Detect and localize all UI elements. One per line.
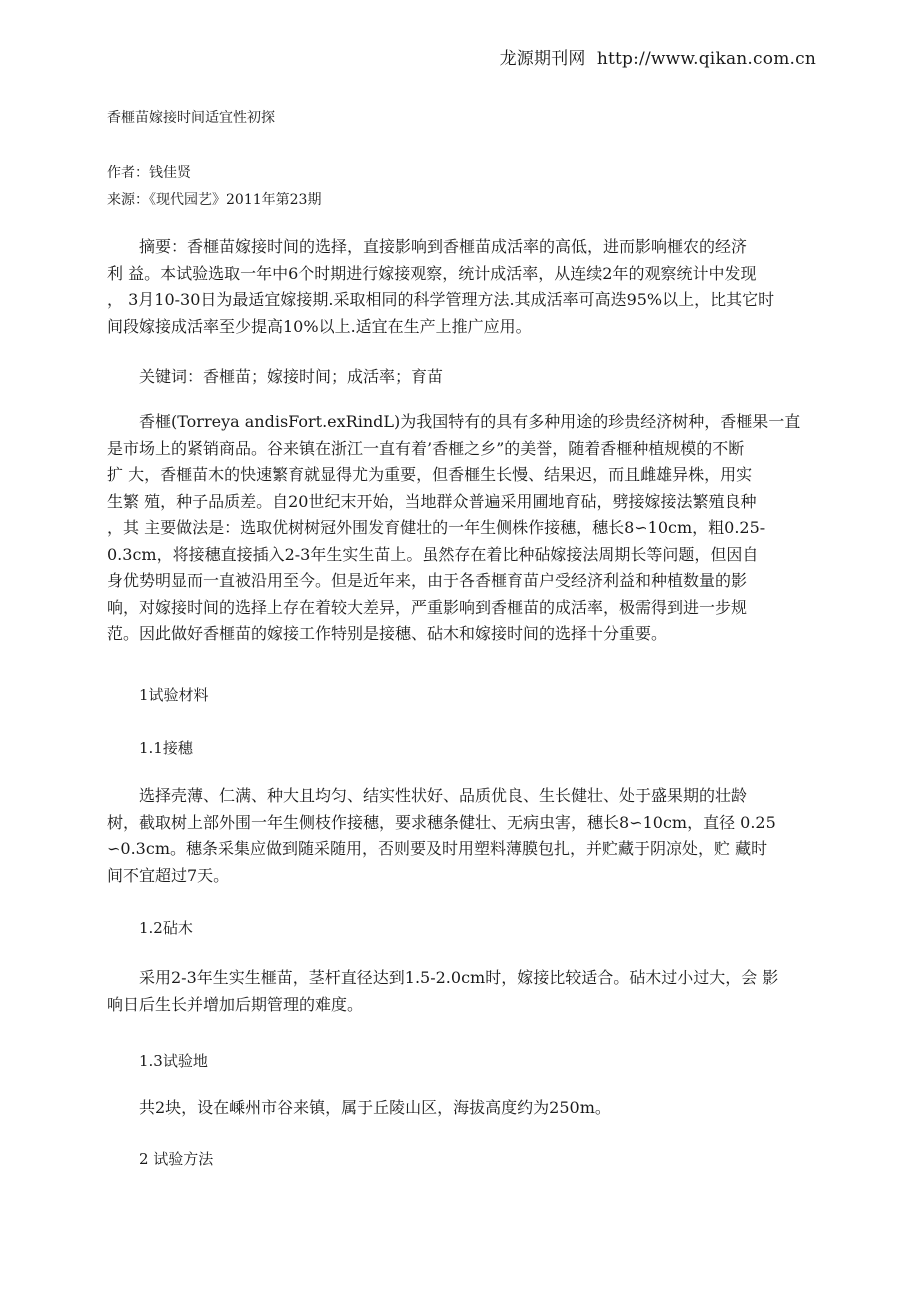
abstract-paragraph bbox=[107, 234, 820, 340]
intro-line: 范。因此做好香榧苗的嫁接工作特别是接穗、砧木和嫁接时间的选择十分重要。 bbox=[107, 624, 668, 643]
section-heading-scion: 1.1接穗 bbox=[139, 739, 193, 757]
scion-line: 树，截取树上部外围一年生侧枝作接穗，要求穗条健壮、无病虫害，穗长8∽10cm，直径 0.25 bbox=[107, 812, 776, 832]
intro-line: 0.3cm，将接穗直接插入2-3年生实生苗上。虽然存在着比种砧嫁接法周期长等问题，但因自 bbox=[107, 544, 759, 564]
intro-line: 香榧(Torreya andisFort.exRindL)为我国特有的具有多种用途的珍贵经济树种，香榧果一直 bbox=[139, 412, 801, 431]
scion-line: 间不宜超过7天。 bbox=[107, 865, 230, 885]
rootstock-line: 采用2-3年生实生榧苗，茎杆直径达到1.5-2.0cm时，嫁接比较适合。砧木过小过大，会 影 bbox=[139, 968, 779, 987]
site-paragraph: 共2块，设在嵊州市谷来镇，属于丘陵山区，海拔高度约为250m。 bbox=[139, 1098, 611, 1117]
abstract-line: ， 3月10-30日为最适宜嫁接期.采取相同的科学管理方法.其成活率可高迭95%以上，比其它时 bbox=[107, 290, 775, 309]
abstract-line: 摘要：香榧苗嫁接时间的选择，直接影响到香榧苗成活率的高低，进而影响榧农的经济 bbox=[139, 237, 748, 256]
abstract-line: 间段嫁接成活率至少提高10%以上.适宜在生产上推广应用。 bbox=[107, 316, 532, 336]
scion-paragraph bbox=[107, 783, 820, 889]
journal-site-name: 龙源期刊网 bbox=[499, 49, 586, 69]
article-source: 来源：《现代园艺》2011年第23期 bbox=[107, 192, 322, 208]
section-heading-materials: 1试验材料 bbox=[139, 686, 209, 704]
rootstock-line: 响日后生长并增加后期管理的难度。 bbox=[107, 994, 364, 1014]
rootstock-paragraph bbox=[107, 965, 820, 1018]
article-title: 香榧苗嫁接时间适宜性初探 bbox=[107, 110, 275, 126]
scion-line: ∽0.3cm。穗条采集应做到随采随用，否则要及时用塑料薄膜包扎，并贮藏于阴凉处，贮 藏时 bbox=[107, 839, 768, 858]
article-author: 作者：钱佳贤 bbox=[107, 165, 191, 181]
intro-line: 响，对嫁接时间的选择上存在着较大差异，严重影响到香榧苗的成活率，极需得到进一步规 bbox=[107, 597, 748, 617]
abstract-line: 利 益。本试验选取一年中6个时期进行嫁接观察，统计成活率，从连续2年的观察统计中发现 bbox=[107, 263, 757, 283]
journal-url[interactable]: http://www.qikan.com.cn bbox=[596, 49, 816, 69]
intro-paragraph bbox=[107, 409, 820, 648]
intro-line: 扩 大，香榧苗木的快速繁育就显得尤为重要，但香榧生长慢、结果迟，而且雌雄异株，用实 bbox=[107, 465, 753, 484]
intro-line: 是市场上的紧销商品。谷来镇在浙江一直有着’香榧之乡”的美誉，随着香榧种植规模的不断 bbox=[107, 438, 745, 458]
keywords: 关键词：香榧苗；嫁接时间；成活率；育苗 bbox=[139, 367, 444, 386]
intro-line: ，其 主要做法是：选取优树树冠外围发育健壮的一年生侧株作接穗，穗长8∽10cm，粗0.25- bbox=[107, 518, 766, 537]
scion-line: 选择壳薄、仁满、种大且均匀、结实性状好、品质优良、生长健壮、处于盛果期的壮龄 bbox=[139, 786, 748, 805]
section-heading-methods: 2 试验方法 bbox=[139, 1150, 214, 1168]
page-header bbox=[500, 44, 816, 69]
section-heading-rootstock: 1.2砧木 bbox=[139, 919, 193, 937]
section-heading-site: 1.3试验地 bbox=[139, 1052, 208, 1070]
intro-line: 生繁 殖，种子品质差。自20世纪末开始，当地群众普遍采用圃地育砧，劈接嫁接法繁殖良种 bbox=[107, 491, 757, 511]
intro-line: 身优势明显而一直被沿用至今。但是近年来，由于各香榧育苗户受经济利益和种植数量的影 bbox=[107, 571, 748, 590]
